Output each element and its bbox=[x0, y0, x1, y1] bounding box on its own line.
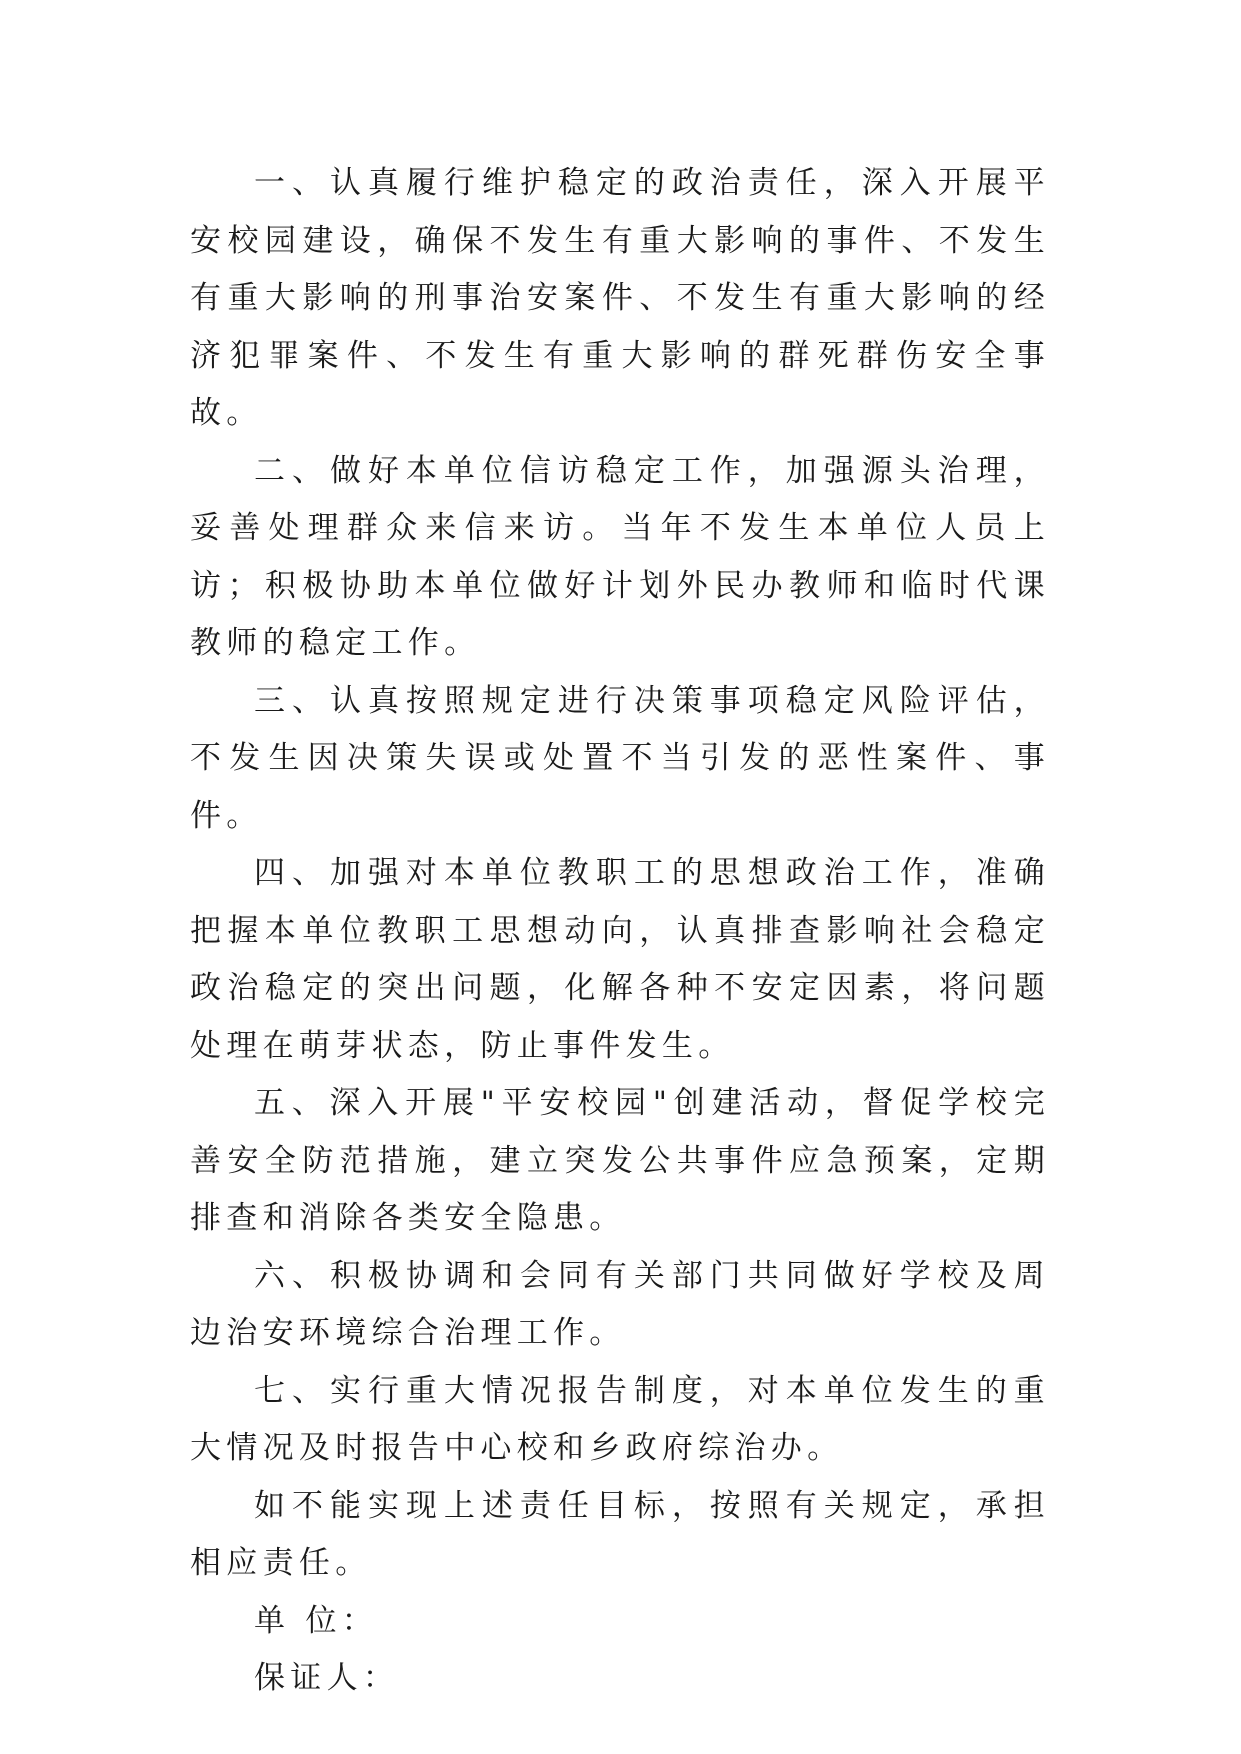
document-body bbox=[190, 155, 1050, 1708]
clause-7: 七、实行重大情况报告制度，对本单位发生的重大情况及时报告中心校和乡政府综治办。 bbox=[190, 1372, 1050, 1466]
clause-2: 二、做好本单位信访稳定工作，加强源头治理，妥善处理群众来信来访。当年不发生本单位人员上访；积极协助本单位做好计划外民办教师和临时代课教师的稳定工作。 bbox=[190, 452, 1050, 661]
clause-5: 五、深入开展"平安校园"创建活动，督促学校完善安全防范措施，建立突发公共事件应急预案，定期排查和消除各类安全隐患。 bbox=[190, 1085, 1050, 1236]
closing-statement: 如不能实现上述责任目标，按照有关规定，承担相应责任。 bbox=[190, 1487, 1050, 1581]
guarantor-label: 保证人： bbox=[254, 1660, 400, 1696]
clause-4: 四、加强对本单位教职工的思想政治工作，准确把握本单位教职工思想动向，认真排查影响社会稳定政治稳定的突出问题，化解各种不安定因素，将问题处理在萌芽状态，防止事件发生。 bbox=[190, 855, 1050, 1064]
clause-6: 六、积极协调和会同有关部门共同做好学校及周边治安环境综合治理工作。 bbox=[190, 1257, 1050, 1351]
clause-1: 一、认真履行维护稳定的政治责任，深入开展平安校园建设，确保不发生有重大影响的事件、不发生有重大影响的刑事治安案件、不发生有重大影响的经济犯罪案件、不发生有重大影响的群死群伤安全事故。 bbox=[190, 165, 1050, 431]
unit-label: 单 位： bbox=[254, 1602, 379, 1639]
clause-3: 三、认真按照规定进行决策事项稳定风险评估，不发生因决策失误或处置不当引发的恶性案件、事件。 bbox=[190, 682, 1050, 834]
